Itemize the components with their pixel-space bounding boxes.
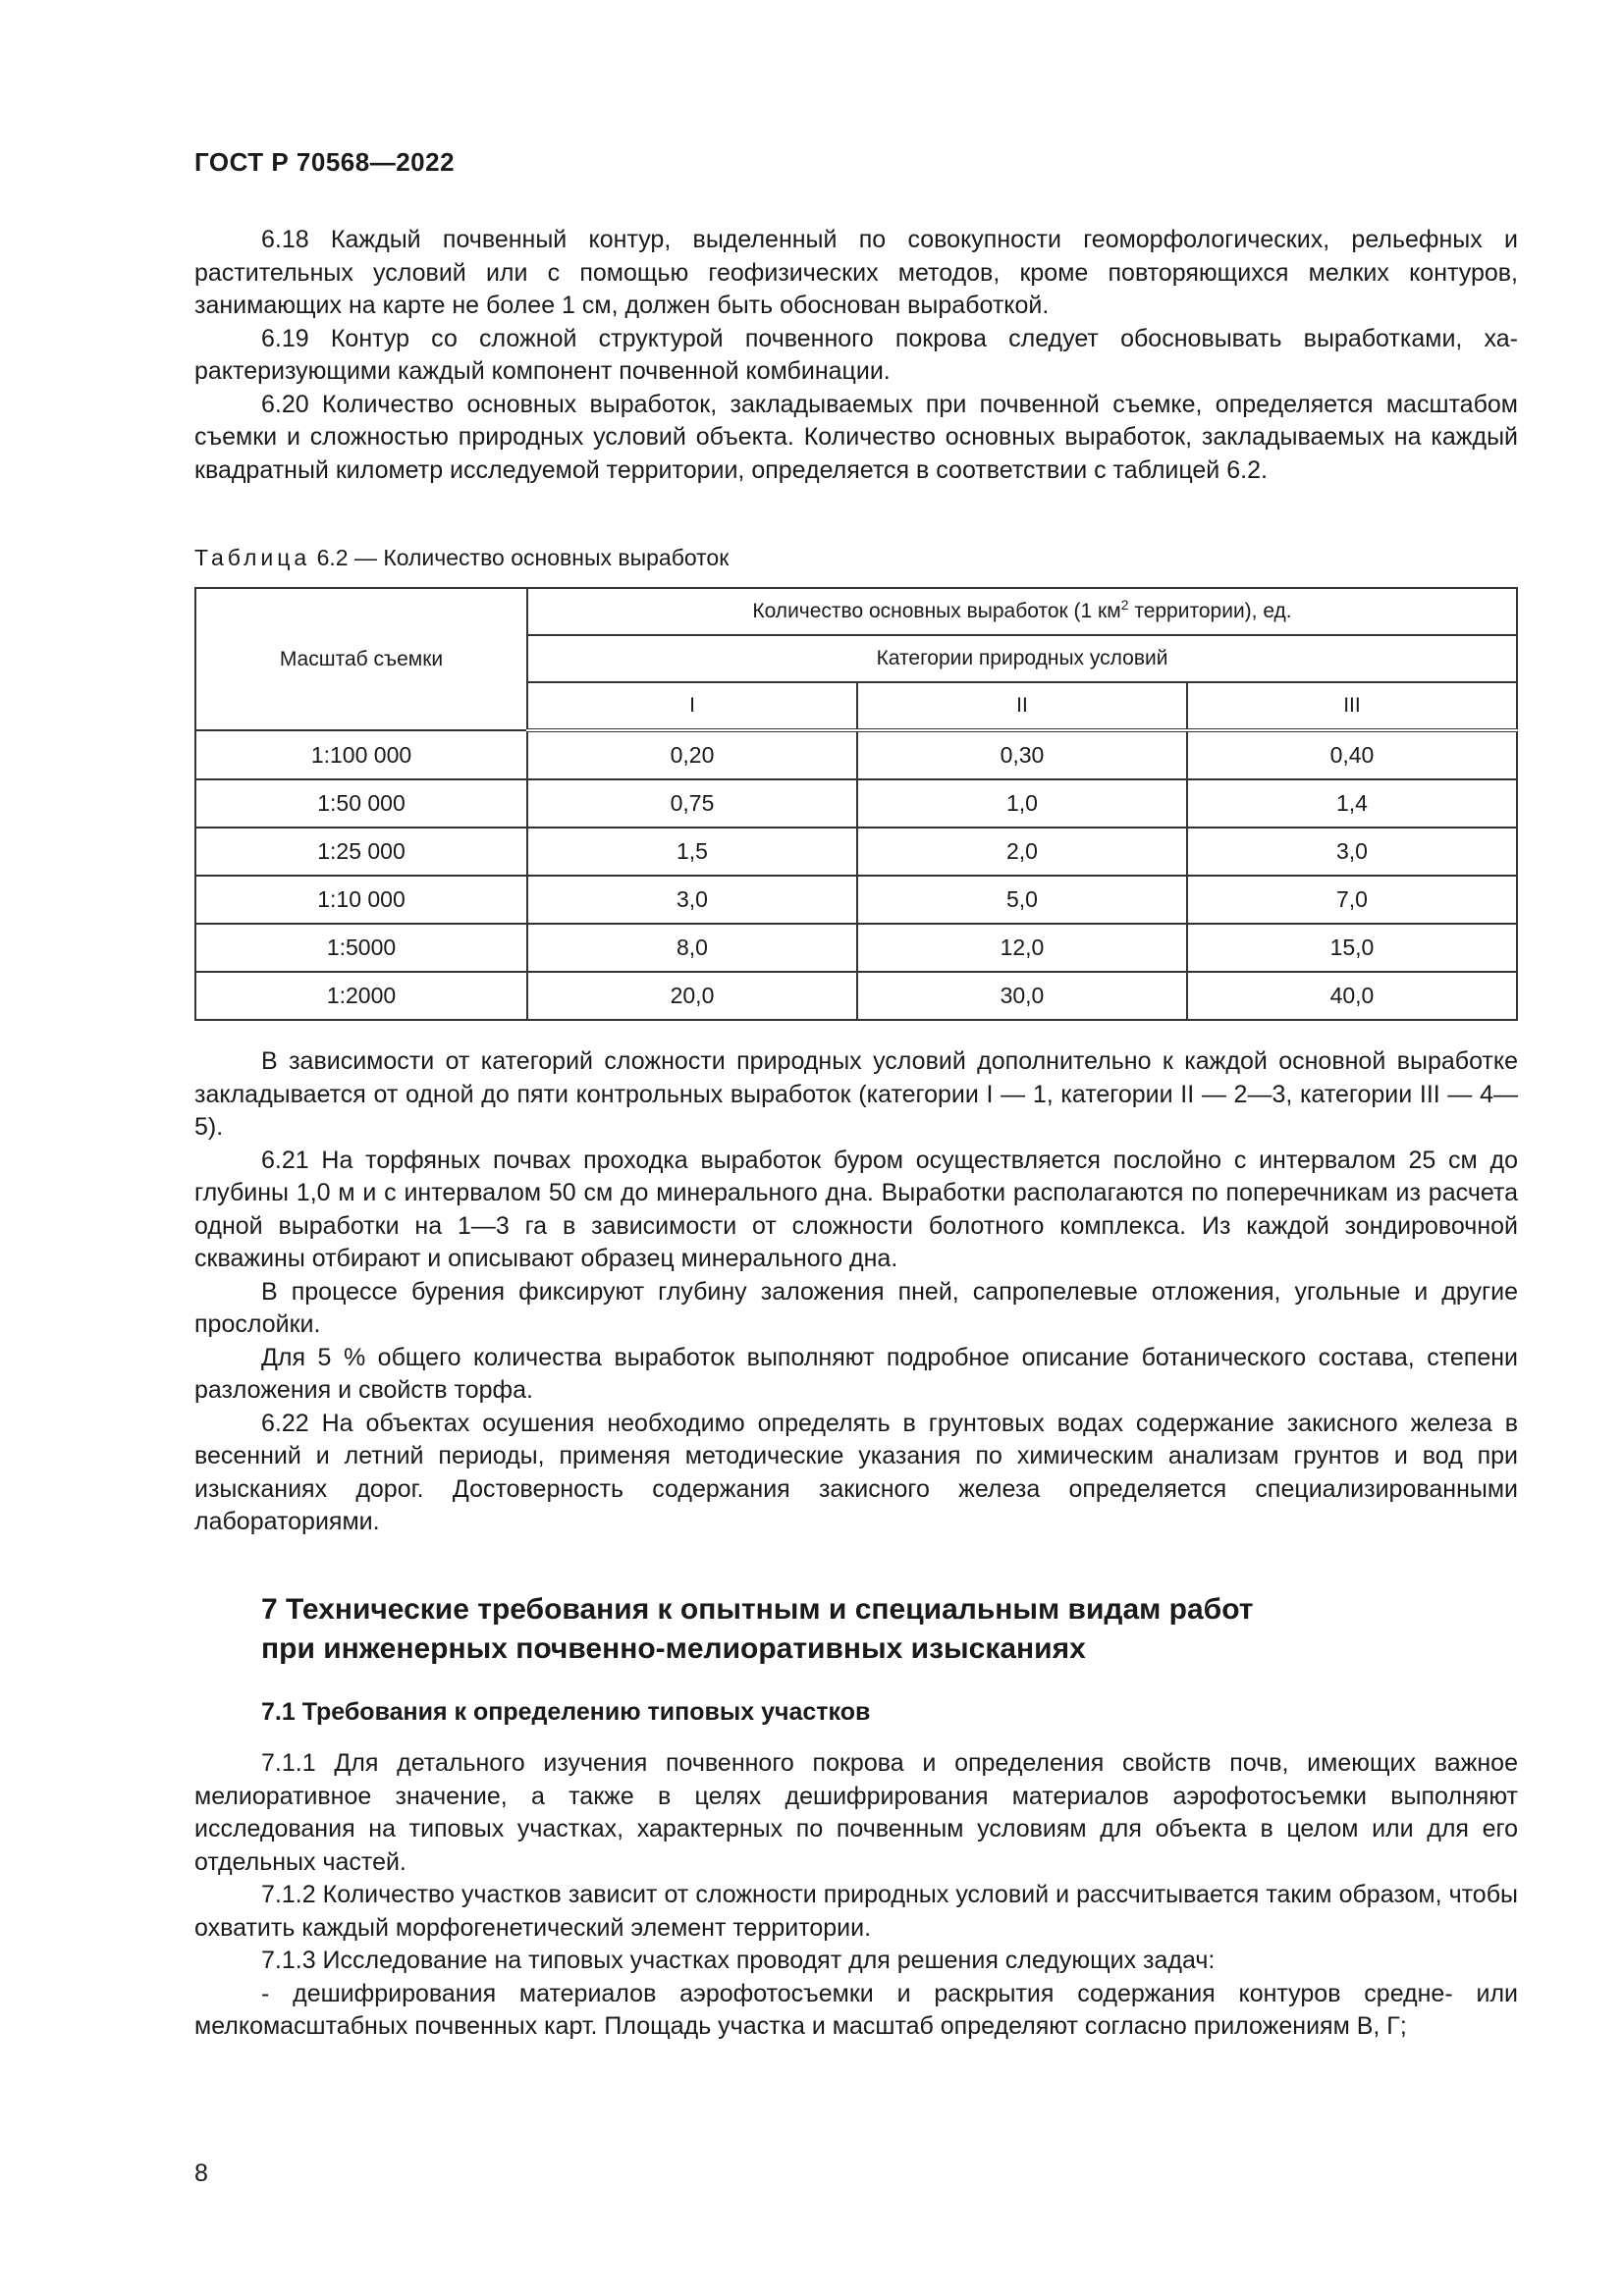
cell-scale: 1:5000 bbox=[195, 924, 527, 972]
table-row bbox=[195, 876, 1517, 924]
table-row bbox=[195, 828, 1517, 876]
paragraph-7-1-1: 7.1.1 Для детального изучения почвенного покрова и определения свойств почв, имеющих важное мелиоративное значение, а также в целях дешифрирования материалов аэрофотосъемки выполняют исследования на типовых участках, характерных по почвенным условиям для объекта в целом или для его отдельных частей. bbox=[194, 1749, 1518, 1876]
cell-scale: 1:50 000 bbox=[195, 779, 527, 828]
cell-value: 3,0 bbox=[1187, 828, 1517, 876]
cell-value: 30,0 bbox=[857, 972, 1187, 1020]
header-scale: Масштаб съемки bbox=[195, 588, 527, 730]
paragraph-peat: Для 5 % общего количества выработок выполняют подробное описание ботанического состава, степени разложения и свойств торфа. bbox=[194, 1343, 1518, 1404]
intro-section bbox=[194, 224, 1518, 487]
cell-value: 15,0 bbox=[1187, 924, 1517, 972]
cell-value: 7,0 bbox=[1187, 876, 1517, 924]
section-7-title-line-2: при инженерных почвенно-мелиоративных изысканиях bbox=[261, 1632, 1086, 1665]
paragraph-7-1-2: 7.1.2 Количество участков зависит от сложности природных условий и рассчитывается таким образом, чтобы охватить каждый морфогенетический элемент территории. bbox=[194, 1881, 1518, 1942]
cell-scale: 1:100 000 bbox=[195, 730, 527, 779]
cell-scale: 1:10 000 bbox=[195, 876, 527, 924]
page-number: 8 bbox=[194, 2160, 208, 2187]
header-category-2: II bbox=[857, 682, 1187, 730]
paragraph-7-1-3-item: - дешифрирования материалов аэрофотосъемки и раскрытия содержания контуров средне- или мелкомасштабных почвенных карт. Площадь участка и масштаб определяют согласно приложениям В, Г; bbox=[194, 1979, 1518, 2040]
subsection-7-1-title: 7.1 Требования к определению типовых участков bbox=[261, 1698, 871, 1726]
cell-value: 1,4 bbox=[1187, 779, 1517, 828]
header-category-1: I bbox=[527, 682, 857, 730]
header-category-3: III bbox=[1187, 682, 1517, 730]
header-categories: Категории природных условий bbox=[527, 635, 1517, 682]
cell-value: 3,0 bbox=[527, 876, 857, 924]
cell-value: 1,5 bbox=[527, 828, 857, 876]
header-main-superscript: 2 bbox=[1120, 597, 1129, 613]
header-main-text-end: территории), ед. bbox=[1128, 600, 1292, 622]
document-header: ГОСТ Р 70568—2022 bbox=[194, 147, 456, 177]
table-caption bbox=[194, 545, 729, 571]
table-row bbox=[195, 730, 1517, 779]
cell-value: 0,20 bbox=[527, 730, 857, 779]
table-row bbox=[195, 924, 1517, 972]
paragraph-control-workings: В зависимости от категорий сложности природных условий дополнительно к каждой основной выработке закладывается от одной до пяти контрольных выработок (категории I — 1, категории II — 2—3, категории III — 4—5). bbox=[194, 1047, 1518, 1141]
cell-value: 2,0 bbox=[857, 828, 1187, 876]
cell-value: 12,0 bbox=[857, 924, 1187, 972]
table-row bbox=[195, 972, 1517, 1020]
section-7-body bbox=[194, 1747, 1518, 2044]
cell-value: 40,0 bbox=[1187, 972, 1517, 1020]
table-row bbox=[195, 779, 1517, 828]
cell-value: 8,0 bbox=[527, 924, 857, 972]
header-main bbox=[527, 588, 1517, 635]
cell-value: 0,40 bbox=[1187, 730, 1517, 779]
cell-value: 1,0 bbox=[857, 779, 1187, 828]
paragraph-6-22: 6.22 На объектах осушения необходимо определять в грунтовых водах содержание закисного железа в весенний и летний периоды, применяя методические указания по химическим анализам грунтов и вод при изысканиях дорог. Достоверность содержания закисного железа определяется специализированными лабораториями. bbox=[194, 1409, 1518, 1535]
paragraph-6-21: 6.21 На торфяных почвах проходка выработок буром осуществляется послойно с интервалом 25 см до глубины 1,0 м и с интервалом 50 см до минерального дна. Выработки располагаются по поперечникам из расчета одной выработки на 1—3 га в зависимости от сложности болотного комплекса. Из каждой зондировочной скважины отбирают и описывают образец минерального дна. bbox=[194, 1146, 1518, 1272]
paragraph-6-18: 6.18 Каждый почвенный контур, выделенный по совокупности геоморфологических, рельефных и растительных условий или с помощью геофизических методов, кроме повторяющихся мелких контуров, занимающих на карте не более 1 см, должен быть обоснован выработкой. bbox=[194, 226, 1518, 319]
cell-value: 5,0 bbox=[857, 876, 1187, 924]
section-7-title-line-1: 7 Технические требования к опытным и специальным видам работ bbox=[261, 1593, 1254, 1626]
paragraph-drilling: В процессе бурения фиксируют глубину заложения пней, сапропелевые отложения, угольные и другие прослойки. bbox=[194, 1277, 1518, 1338]
section-7-title bbox=[261, 1590, 1518, 1669]
cell-value: 20,0 bbox=[527, 972, 857, 1020]
table-caption-prefix: Таблица bbox=[194, 545, 311, 570]
cell-value: 0,75 bbox=[527, 779, 857, 828]
cell-value: 0,30 bbox=[857, 730, 1187, 779]
paragraph-6-20: 6.20 Количество основных выработок, закладываемых при почвенной съемке, определяется масштабом съемки и сложностью природных условий объекта. Количество основных выработок, закладываемых на каждый квадратный километр исследуемой территории, определяется в соответствии с таблицей 6.2. bbox=[194, 390, 1518, 484]
table-caption-title: 6.2 — Количество основных выработок bbox=[310, 545, 730, 570]
cell-scale: 1:2000 bbox=[195, 972, 527, 1020]
table-6-2 bbox=[194, 587, 1518, 1021]
after-table-section bbox=[194, 1045, 1518, 1539]
paragraph-6-19: 6.19 Контур со сложной структурой почвенного покрова следует обосновывать выработками, характеризующими каждый компонент почвенной комбинации. bbox=[194, 324, 1518, 385]
paragraph-7-1-3: 7.1.3 Исследование на типовых участках проводят для решения следующих задач: bbox=[261, 1947, 1216, 1974]
header-main-text: Количество основных выработок (1 км bbox=[752, 600, 1121, 622]
cell-scale: 1:25 000 bbox=[195, 828, 527, 876]
